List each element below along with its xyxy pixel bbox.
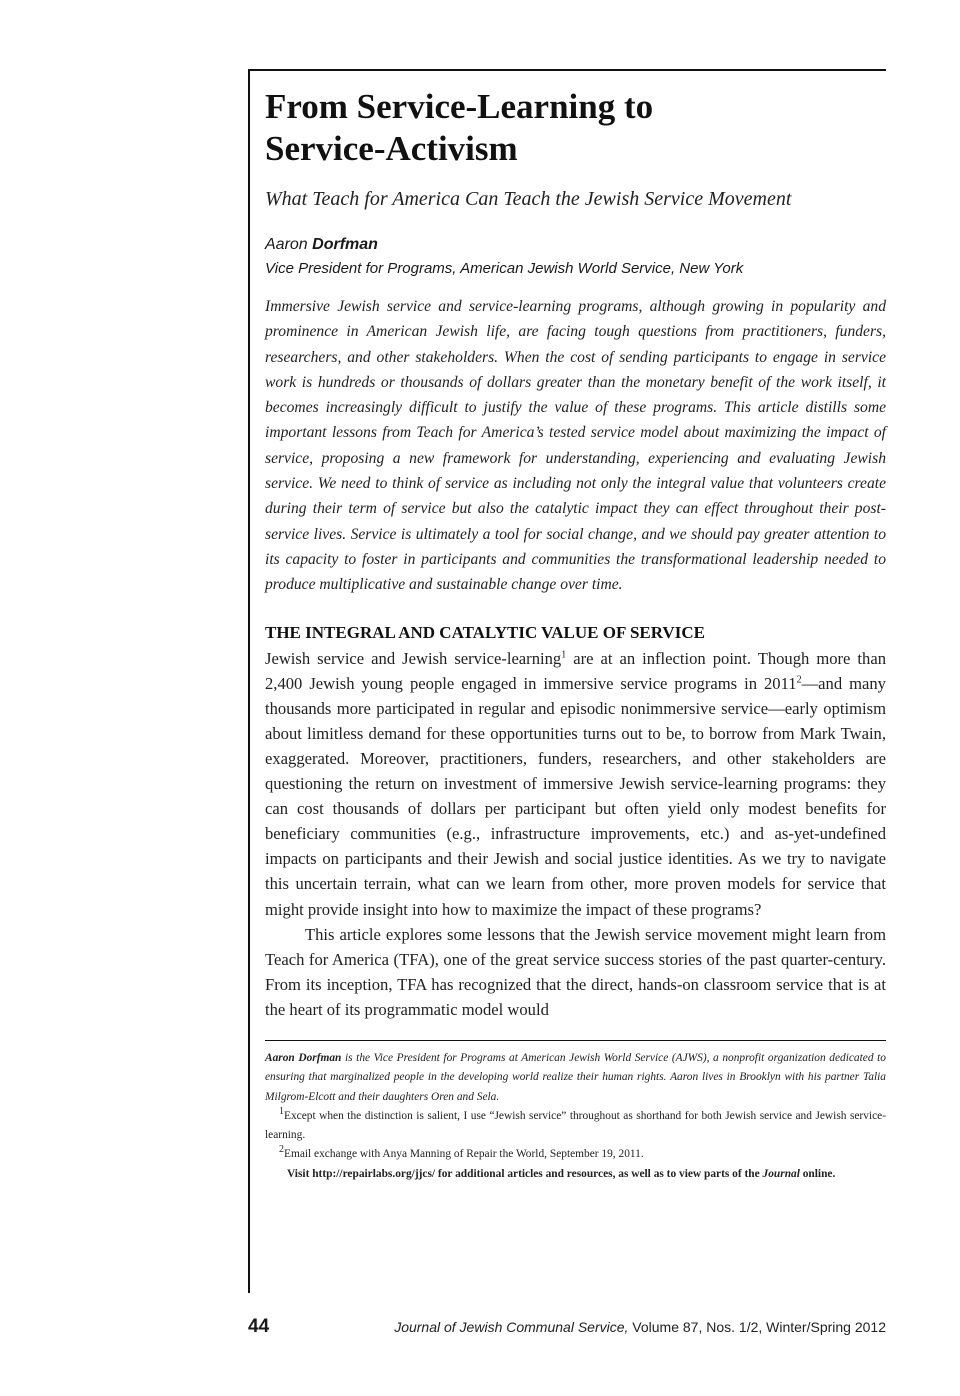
paragraph-1-part-b: are at an inflection point. Though more than 2,400 Jewish young people engaged in immersive service programs in 2011: [265, 648, 886, 693]
visit-text: Visit http://repairlabs.org/jjcs/ for additional articles and resources, as well as to view parts of the: [287, 1167, 763, 1180]
title-line-2: Service-Activism: [265, 129, 518, 168]
footnote-1-number: 1: [279, 1106, 284, 1118]
visit-note: [265, 1165, 886, 1184]
paragraph-1: [265, 646, 886, 922]
author-first-name: Aaron: [265, 236, 313, 253]
article-subtitle: What Teach for America Can Teach the Jewish Service Movement: [265, 188, 792, 210]
footnote-2: [265, 1145, 886, 1164]
footnote-2-text: Email exchange with Anya Manning of Repair the World, September 19, 2011.: [284, 1148, 644, 1161]
paragraph-1-part-c: —and many thousands more participated in regular and episodic nonimmersive service—early optimism about limitless demand for these opportunities turns out to be, to borrow from Mark Twain, exaggerated. Moreover, practitioners, funders, researchers, and other stakeholders are questioning the return on investment of immersive Jewish service-learning programs: they can cost thousands of dollars per participant but often yield only modest benefits for beneficiary communities (e.g., infrastructure improvements, etc.) and as-yet-undefined impacts on participants and their Jewish and social justice identities. As we try to navigate this uncertain terrain, what can we learn from other, more proven models for service that might provide insight into how to maximize the impact of these programs?: [265, 673, 886, 919]
author-name: [265, 234, 886, 256]
article-title: [265, 86, 886, 170]
left-rule: [248, 69, 250, 1293]
author-last-name: Dorfman: [312, 236, 378, 253]
bio-name: Aaron Dorfman: [265, 1051, 342, 1064]
section-heading: THE INTEGRAL AND CATALYTIC VALUE OF SERVICE: [265, 622, 705, 642]
journal-issue: Volume 87, Nos. 1/2, Winter/Spring 2012: [628, 1319, 886, 1335]
article: [265, 86, 886, 1184]
visit-end: online.: [799, 1167, 836, 1180]
title-line-1: From Service-Learning to: [265, 87, 654, 126]
paragraph-1-part-a: Jewish service and Jewish service-learning: [265, 648, 562, 668]
footnote-1-text: Except when the distinction is salient, I use “Jewish service” throughout as shorthand for both Jewish service and Jewish service-learning.: [265, 1109, 886, 1142]
abstract: Immersive Jewish service and service-learning programs, although growing in popularity and prominence in American Jewish life, are facing tough questions from practitioners, funders, researchers, and other stakeholders. When the cost of sending participants to engage in service work is hundreds or thousands of dollars greater than the monetary benefit of the work itself, it becomes increasingly difficult to justify the value of these programs. This article distills some important lessons from Teach for America’s tested service model about maximizing the impact of service, proposing a new framework for understanding, experiencing and evaluating Jewish service. We need to think of service as including not only the integral value that volunteers create during their term of service but also the catalytic impact they can effect throughout their post-service lives. Service is ultimately a tool for social change, and we should pay greater attention to its capacity to foster in participants and communities the transformational leadership needed to produce multiplicative and sustainable change over time.: [265, 298, 886, 594]
journal-name: Journal of Jewish Communal Service,: [394, 1319, 629, 1335]
journal-footer: [394, 1319, 886, 1335]
footnote-2-number: 2: [279, 1144, 284, 1156]
top-rule: [248, 69, 886, 71]
paragraph-2: This article explores some lessons that the Jewish service movement might learn from Teach for America (TFA), one of the great service success stories of the past quarter-century. From its inception, TFA has recognized that the direct, hands-on classroom service that is at the heart of its programmatic model would: [265, 924, 886, 1019]
footnote-ref-2: 2: [796, 674, 802, 686]
footnote-1: [265, 1107, 886, 1146]
footnote-rule: [265, 1040, 886, 1041]
page-number: 44: [248, 1316, 270, 1337]
footnote-ref-1: 1: [561, 649, 567, 661]
author-bio-note: [265, 1049, 886, 1107]
visit-journal: Journal: [762, 1167, 800, 1180]
bio-text: is the Vice President for Programs at American Jewish World Service (AJWS), a nonprofit organization dedicated to ensuring that marginalized people in the developing world realize their human rights. Aaron lives in Brooklyn with his partner Talia Milgrom-Elcott and their daughters Oren and Sela.: [265, 1051, 886, 1103]
footnotes: [265, 1049, 886, 1184]
author-position: Vice President for Programs, American Jewish World Service, New York: [265, 260, 744, 277]
